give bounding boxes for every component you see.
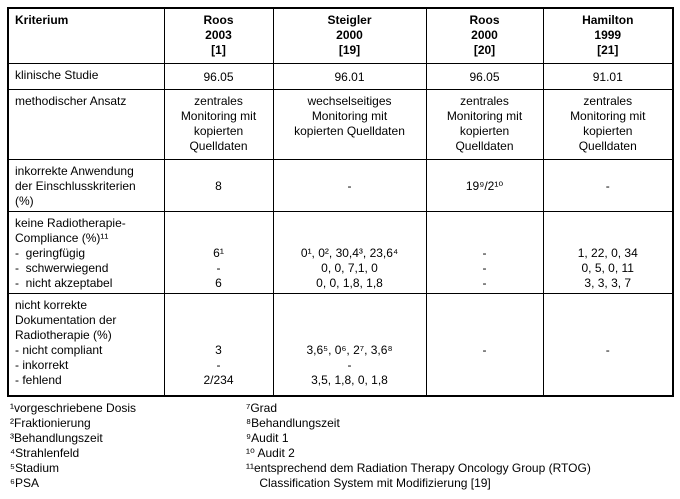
row-label — [8, 159, 164, 211]
text-line: kopierten — [193, 123, 244, 138]
text-line: Monitoring mit — [446, 108, 523, 123]
text-line — [171, 231, 267, 246]
text-line — [280, 328, 420, 343]
text-line — [433, 298, 537, 313]
row-radiotherapie-compliance — [8, 211, 673, 293]
text-line — [550, 328, 667, 343]
text-line: 3,6⁵, 0⁶, 2⁷, 3,6⁸ — [306, 342, 393, 357]
row-label: methodischer Ansatz — [8, 89, 164, 159]
text-line: - fehlend — [15, 372, 62, 387]
text-line: kopierten — [459, 123, 510, 138]
text-line — [550, 358, 667, 373]
text-line: 2003 — [205, 28, 232, 42]
text-line — [433, 373, 537, 388]
cell-value: 96.05 — [426, 63, 543, 89]
text-line — [171, 298, 267, 313]
text-line: Radiotherapie (%) — [15, 327, 112, 342]
text-line: Roos — [203, 13, 234, 27]
text-line — [433, 328, 537, 343]
text-line: ¹⁰ Audit 2 — [246, 446, 295, 460]
text-line — [550, 298, 667, 313]
text-line — [550, 373, 667, 388]
text-line — [171, 328, 267, 343]
text-line: kopierten Quelldaten — [294, 123, 405, 138]
row-klinische-studie — [8, 63, 673, 89]
text-line: 3 — [215, 342, 222, 357]
text-line: zentrales — [460, 93, 509, 108]
text-line: 1, 22, 0, 34 — [577, 245, 638, 260]
text-line — [433, 231, 537, 246]
text-line: ¹vorgeschriebene Dosis — [10, 401, 137, 415]
text-line: ⁹Audit 1 — [246, 431, 289, 445]
text-line — [550, 231, 667, 246]
row-dokumentation — [8, 293, 673, 396]
footnotes-left-column — [10, 401, 136, 491]
text-line: 0, 5, 0, 11 — [581, 260, 634, 275]
column-header-roos-2000 — [426, 8, 543, 63]
text-line — [280, 216, 420, 231]
text-line — [280, 313, 420, 328]
column-header-kriterium: Kriterium — [8, 8, 164, 63]
text-line: - — [482, 342, 487, 357]
text-line: Monitoring mit — [180, 108, 257, 123]
text-line: - — [482, 260, 487, 275]
cell-value — [426, 293, 543, 396]
text-line: - — [216, 260, 221, 275]
text-line: [1] — [211, 43, 226, 57]
cell-value — [426, 89, 543, 159]
text-line — [171, 216, 267, 231]
text-line: kopierten — [583, 123, 633, 138]
text-line: - — [482, 245, 487, 260]
text-line: Classification System mit Modifizierung [19] — [246, 476, 491, 490]
text-line: Roos — [469, 13, 500, 27]
text-line: 0¹, 0², 30,4³, 23,6⁴ — [300, 245, 399, 260]
text-line: Steigler — [327, 13, 372, 27]
cell-value — [426, 211, 543, 293]
row-label — [8, 211, 164, 293]
text-line: Monitoring mit — [570, 108, 646, 123]
text-line: ⁶PSA — [10, 476, 39, 490]
text-line: zentrales — [583, 93, 633, 108]
text-line: 6 — [215, 275, 222, 290]
text-line: 3,5, 1,8, 0, 1,8 — [311, 372, 388, 387]
text-line: 2000 — [471, 28, 498, 42]
text-line: - geringfügig — [15, 245, 86, 260]
cell-value — [273, 89, 426, 159]
text-line: zentrales — [194, 93, 243, 108]
text-line: [21] — [597, 43, 619, 57]
text-line: Compliance (%)¹¹ — [15, 230, 109, 245]
text-line: Dokumentation der — [15, 312, 117, 327]
study-comparison-table — [7, 7, 674, 397]
text-line: - schwerwiegend — [15, 260, 109, 275]
row-label: klinische Studie — [8, 63, 164, 89]
cell-value — [164, 293, 273, 396]
text-line: - — [216, 357, 221, 372]
text-line: der Einschlusskriterien — [15, 178, 136, 193]
cell-value — [543, 89, 673, 159]
text-line: nicht korrekte — [15, 297, 88, 312]
row-einschlusskriterien — [8, 159, 673, 211]
text-line: wechselseitiges — [307, 93, 392, 108]
cell-value — [164, 211, 273, 293]
column-header-roos-2003 — [164, 8, 273, 63]
cell-value — [543, 293, 673, 396]
cell-value: - — [273, 159, 426, 211]
text-line: 2000 — [336, 28, 363, 42]
cell-value: 91.01 — [543, 63, 673, 89]
column-header-hamilton-1999 — [543, 8, 673, 63]
text-line — [433, 358, 537, 373]
cell-value — [164, 89, 273, 159]
text-line: 2/234 — [203, 372, 234, 387]
text-line — [433, 313, 537, 328]
text-line: - — [605, 342, 610, 357]
text-line: (%) — [15, 193, 34, 208]
text-line: 0, 0, 7,1, 0 — [321, 260, 378, 275]
text-line: 3, 3, 3, 7 — [584, 275, 632, 290]
text-line — [280, 298, 420, 313]
text-line: ²Fraktionierung — [10, 416, 91, 430]
cell-value: 96.01 — [273, 63, 426, 89]
text-line: - — [482, 275, 487, 290]
text-line: - nicht compliant — [15, 342, 103, 357]
text-line: 1999 — [594, 28, 622, 42]
text-line: inkorrekte Anwendung — [15, 163, 134, 178]
cell-value — [273, 293, 426, 396]
text-line: Quelldaten — [189, 138, 248, 153]
text-line: Hamilton — [582, 13, 634, 27]
cell-value: - — [543, 159, 673, 211]
text-line — [280, 231, 420, 246]
cell-value — [273, 211, 426, 293]
text-line: - inkorrekt — [15, 357, 69, 372]
text-line: - — [347, 357, 352, 372]
cell-value — [543, 211, 673, 293]
text-line: ³Behandlungszeit — [10, 431, 103, 445]
cell-value: 96.05 — [164, 63, 273, 89]
text-line: [20] — [473, 43, 496, 57]
text-line: keine Radiotherapie- — [15, 215, 126, 230]
header-row — [8, 8, 673, 63]
text-line: ⁷Grad — [246, 401, 278, 415]
text-line: Quelldaten — [455, 138, 514, 153]
row-label — [8, 293, 164, 396]
text-line: 0, 0, 1,8, 1,8 — [316, 275, 383, 290]
text-line — [550, 313, 667, 328]
text-line: ⁸Behandlungszeit — [246, 416, 340, 430]
text-line — [550, 216, 667, 231]
row-methodischer-ansatz — [8, 89, 673, 159]
text-line: ⁴Strahlenfeld — [10, 446, 80, 460]
text-line: ⁵Stadium — [10, 461, 59, 475]
text-line: Quelldaten — [578, 138, 637, 153]
text-line — [433, 216, 537, 231]
cell-value: 19⁹/2¹⁰ — [426, 159, 543, 211]
footnotes-right-column — [246, 401, 591, 491]
text-line: Monitoring mit — [311, 108, 388, 123]
text-line: - nicht akzeptabel — [15, 275, 113, 290]
cell-value: 8 — [164, 159, 273, 211]
column-header-steigler-2000 — [273, 8, 426, 63]
text-line: 6¹ — [213, 245, 224, 260]
text-line — [171, 313, 267, 328]
text-line: ¹¹entsprechend dem Radiation Therapy Oncology Group (RTOG) — [246, 461, 591, 475]
text-line: [19] — [338, 43, 361, 57]
